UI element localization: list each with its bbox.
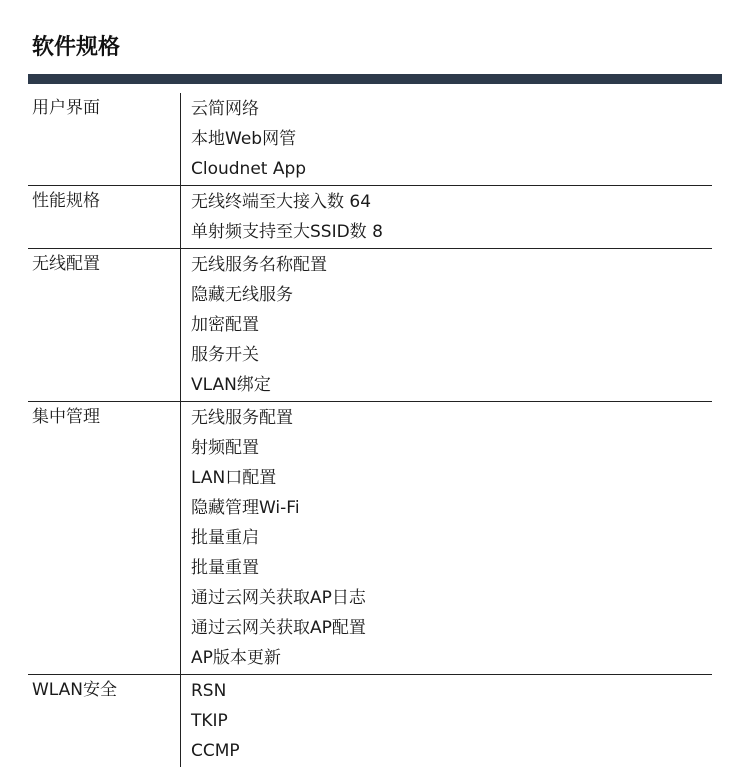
spec-section — [28, 249, 712, 402]
spec-item: 无线终端至大接入数 64 — [191, 192, 372, 212]
spec-category: 集中管理 — [32, 407, 100, 427]
page-title: 软件规格 — [32, 35, 121, 60]
spec-item: TKIP — [191, 711, 228, 731]
title-bar — [28, 74, 722, 84]
spec-category: 无线配置 — [32, 254, 100, 274]
spec-item: 批量重启 — [191, 528, 259, 548]
spec-item: 无线服务配置 — [191, 408, 293, 428]
spec-item: AP版本更新 — [191, 648, 281, 668]
spec-items — [180, 675, 712, 767]
spec-section — [28, 186, 712, 249]
spec-items — [180, 402, 712, 674]
spec-item: Cloudnet App — [191, 159, 307, 179]
spec-item: CCMP — [191, 741, 240, 761]
spec-item: 批量重置 — [191, 558, 259, 578]
spec-category: 性能规格 — [32, 191, 100, 211]
spec-item: 通过云网关获取AP配置 — [191, 618, 366, 638]
spec-item: RSN — [191, 681, 227, 701]
spec-item: LAN口配置 — [191, 468, 277, 488]
spec-items — [180, 93, 712, 185]
spec-section — [28, 93, 712, 186]
spec-item: 单射频支持至大SSID数 8 — [191, 222, 383, 242]
spec-item: 本地Web网管 — [191, 129, 297, 149]
spec-item: 隐藏无线服务 — [191, 285, 293, 305]
spec-section — [28, 675, 712, 767]
spec-item: VLAN绑定 — [191, 375, 271, 395]
spec-items — [180, 249, 712, 401]
spec-section — [28, 402, 712, 675]
spec-table — [28, 93, 712, 767]
spec-item: 云简网络 — [191, 99, 259, 119]
spec-item: 通过云网关获取AP日志 — [191, 588, 366, 608]
spec-item: 无线服务名称配置 — [191, 255, 327, 275]
spec-item: 服务开关 — [191, 345, 259, 365]
spec-item: 射频配置 — [191, 438, 259, 458]
spec-category: 用户界面 — [32, 98, 100, 118]
spec-item: 隐藏管理Wi-Fi — [191, 498, 300, 518]
spec-items — [180, 186, 712, 248]
spec-item: 加密配置 — [191, 315, 259, 335]
spec-category: WLAN安全 — [32, 680, 118, 700]
